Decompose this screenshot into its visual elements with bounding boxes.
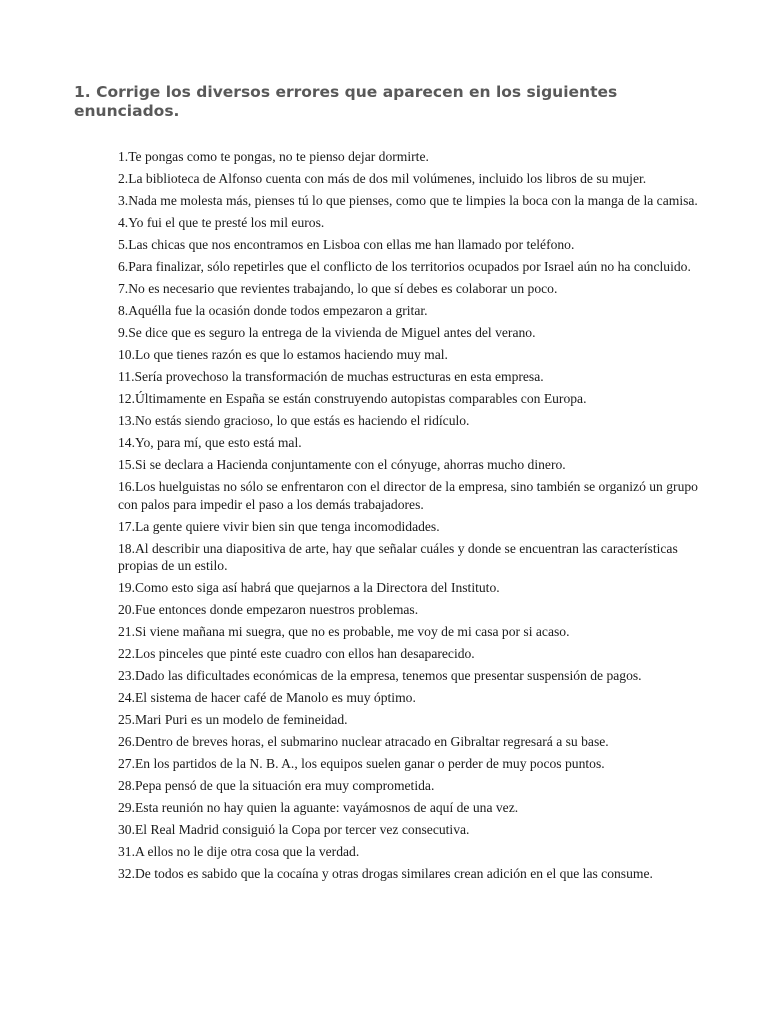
sentence-item: 9.Se dice que es seguro la entrega de la vivienda de Miguel antes del verano. bbox=[118, 325, 536, 340]
sentence-item: 31.A ellos no le dije otra cosa que la verdad. bbox=[118, 844, 360, 859]
sentence-list bbox=[118, 148, 702, 887]
sentence-item: 27.En los partidos de la N. B. A., los equipos suelen ganar o perder de muy pocos puntos. bbox=[118, 756, 605, 771]
sentence-item: 11.Sería provechoso la transformación de muchas estructuras en esta empresa. bbox=[118, 369, 544, 384]
sentence-item: 32.De todos es sabido que la cocaína y otras drogas similares crean adición en el que las consume. bbox=[118, 866, 653, 881]
sentence-item: 29.Esta reunión no hay quien la aguante: vayámosnos de aquí de una vez. bbox=[118, 800, 519, 815]
sentence-item: 30.El Real Madrid consiguió la Copa por tercer vez consecutiva. bbox=[118, 822, 470, 837]
sentence-item: 5.Las chicas que nos encontramos en Lisboa con ellas me han llamado por teléfono. bbox=[118, 237, 575, 252]
sentence-item: 23.Dado las dificultades económicas de la empresa, tenemos que presentar suspensión de pagos. bbox=[118, 668, 642, 683]
sentence-item: 25.Mari Puri es un modelo de femineidad. bbox=[118, 712, 348, 727]
sentence-item: 26.Dentro de breves horas, el submarino nuclear atracado en Gibraltar regresará a su base. bbox=[118, 734, 609, 749]
sentence-item: 22.Los pinceles que pinté este cuadro con ellos han desaparecido. bbox=[118, 646, 475, 661]
sentence-item: 16.Los huelguistas no sólo se enfrentaron con el director de la empresa, sino también se organizó un grupo con palos para impedir el paso a los demás trabajadores. bbox=[118, 479, 698, 512]
exercise-heading: 1. Corrige los diversos errores que aparecen en los siguientes enunciados. bbox=[74, 83, 618, 120]
sentence-item: 1.Te pongas como te pongas, no te pienso dejar dormirte. bbox=[118, 149, 429, 164]
sentence-item: 18.Al describir una diapositiva de arte, hay que señalar cuáles y donde se encuentran las características propias de un estilo. bbox=[118, 540, 678, 573]
sentence-item: 12.Últimamente en España se están construyendo autopistas comparables con Europa. bbox=[118, 391, 587, 406]
sentence-item: 8.Aquélla fue la ocasión donde todos empezaron a gritar. bbox=[118, 303, 428, 318]
sentence-item: 21.Si viene mañana mi suegra, que no es probable, me voy de mi casa por si acaso. bbox=[118, 624, 570, 639]
sentence-item: 4.Yo fui el que te presté los mil euros. bbox=[118, 215, 325, 230]
sentence-item: 15.Si se declara a Hacienda conjuntamente con el cónyuge, ahorras mucho dinero. bbox=[118, 457, 566, 472]
sentence-item: 19.Como esto siga así habrá que quejarnos a la Directora del Instituto. bbox=[118, 580, 500, 595]
sentence-item: 20.Fue entonces donde empezaron nuestros problemas. bbox=[118, 602, 419, 617]
sentence-item: 14.Yo, para mí, que esto está mal. bbox=[118, 435, 302, 450]
sentence-item: 17.La gente quiere vivir bien sin que tenga incomodidades. bbox=[118, 518, 440, 534]
sentence-item: 2.La biblioteca de Alfonso cuenta con más de dos mil volúmenes, incluido los libros de su mujer. bbox=[118, 171, 647, 186]
sentence-item: 6.Para finalizar, sólo repetirles que el conflicto de los territorios ocupados por Israel aún no ha concluido. bbox=[118, 259, 691, 274]
sentence-item: 3.Nada me molesta más, pienses tú lo que pienses, como que te limpies la boca con la manga de la camisa. bbox=[118, 193, 698, 208]
sentence-item: 28.Pepa pensó de que la situación era muy comprometida. bbox=[118, 778, 435, 793]
sentence-item: 24.El sistema de hacer café de Manolo es muy óptimo. bbox=[118, 690, 416, 705]
sentence-item: 13.No estás siendo gracioso, lo que estás es haciendo el ridículo. bbox=[118, 413, 470, 428]
sentence-item: 7.No es necesario que revientes trabajando, lo que sí debes es colaborar un poco. bbox=[118, 281, 558, 296]
sentence-item: 10.Lo que tienes razón es que lo estamos haciendo muy mal. bbox=[118, 347, 448, 362]
